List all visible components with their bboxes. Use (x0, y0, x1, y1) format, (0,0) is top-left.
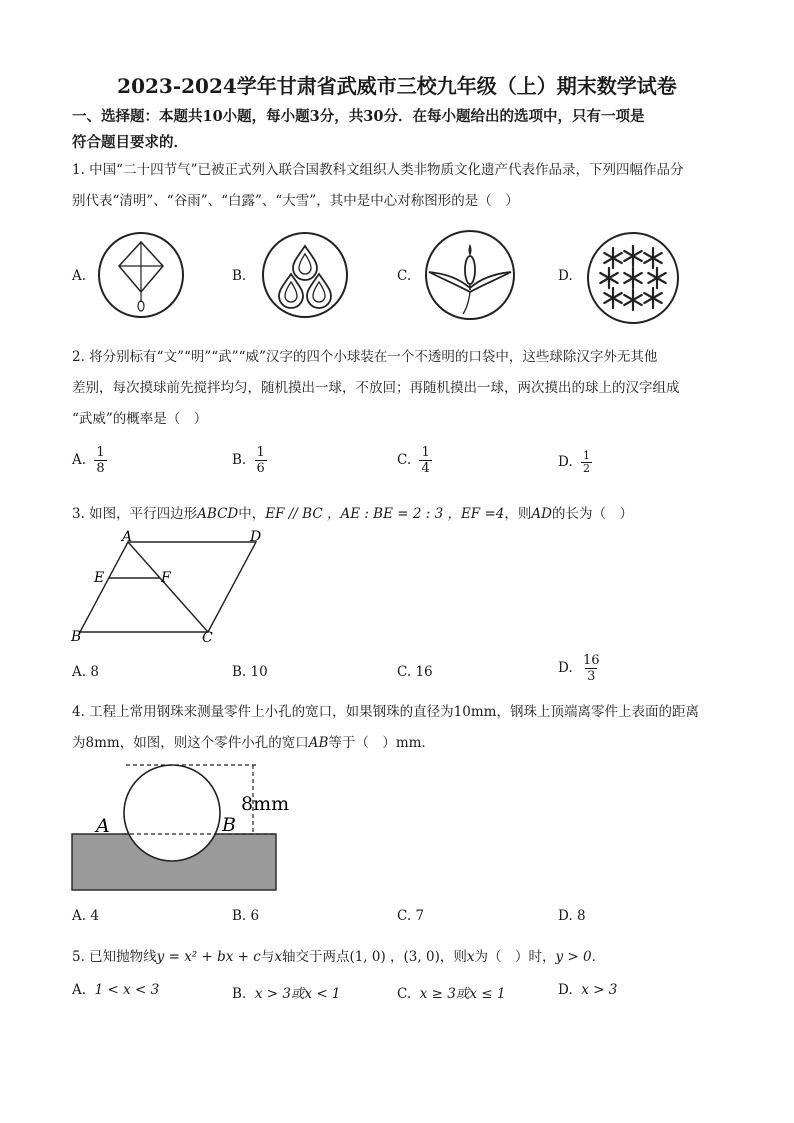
option-label: A. (72, 908, 87, 924)
q2-line3: “武威”的概率是（ ） (72, 411, 208, 427)
label-a: A (96, 815, 110, 837)
fraction-numerator: 1 (582, 449, 590, 462)
option-label: A. (72, 664, 87, 680)
option-value: 10 (250, 664, 268, 680)
q5-mid3: ，则 (439, 949, 467, 965)
q3-option-c (397, 664, 433, 680)
q3-option-b (232, 664, 268, 680)
label-e: E (94, 570, 105, 586)
q2-option-d (558, 450, 592, 475)
option-value: x > 3 (581, 982, 618, 998)
option-value: 1 < x < 3 (94, 982, 160, 998)
q4-line2-prefix: 为8mm，如图，则这个零件小孔的宽口 (72, 735, 309, 751)
option-label: C. (397, 986, 412, 1002)
fraction-denominator: 2 (582, 462, 590, 475)
snowflake-emblem-icon (585, 230, 681, 326)
label-8mm: 8mm (241, 793, 290, 815)
q5-stem (72, 945, 605, 965)
option-value: x ≥ 3或x ≤ 1 (419, 986, 506, 1002)
label-d: D (250, 529, 262, 545)
q1-option-c-label: C. (397, 268, 412, 284)
q4-option-c (397, 908, 424, 924)
fraction-numerator: 1 (421, 445, 430, 460)
q2-option-c-label: C. (397, 452, 412, 468)
q3-parallelogram-figure (66, 528, 276, 646)
raindrops-emblem-icon (260, 230, 350, 320)
q3-prefix: 3. 如图，平行四边形 (72, 506, 198, 522)
fraction-denominator: 8 (96, 461, 105, 476)
q3-abcd: ABCD (197, 506, 239, 522)
q3-stem (72, 502, 633, 522)
q2-line2: 差别，每次摸球前先搅拌均匀，随机摸出一球，不放回；再随机摸出一球，两次摸出的球上的汉字组成 (72, 380, 680, 396)
option-label: C. (397, 664, 412, 680)
option-label: B. (232, 664, 247, 680)
option-value: 16 (415, 664, 433, 680)
q1-option-a-label: A. (72, 268, 87, 284)
q4-option-d (558, 908, 586, 924)
q2-option-d-label: D. (558, 454, 573, 470)
fraction-denominator: 3 (587, 669, 596, 684)
q2-option-d-fraction (581, 450, 592, 475)
label-c: C (202, 630, 213, 646)
q2-option-a-label: A. (72, 452, 87, 468)
dew-leaf-emblem-icon (423, 228, 517, 322)
fraction-denominator: 4 (421, 461, 430, 476)
fraction-numerator: 1 (256, 445, 265, 460)
option-value: 4 (90, 908, 99, 924)
q2-option-a-fraction (94, 445, 106, 476)
option-value: 6 (250, 908, 260, 924)
q4-line2 (72, 731, 435, 751)
option-value: x > 3或x < 1 (254, 986, 341, 1002)
q4-ab: AB (308, 735, 329, 751)
q1-option-b-label: B. (232, 268, 247, 284)
q4-option-a (72, 908, 99, 924)
q2-option-a (72, 445, 107, 476)
label-f: F (161, 570, 171, 586)
fraction-numerator: 1 (96, 445, 105, 460)
q2-option-b (232, 445, 267, 476)
q3-ad: AD (531, 506, 552, 522)
label-a: A (122, 529, 133, 545)
q2-option-b-fraction (255, 445, 267, 476)
q1-line1: 1. 中国“二十四节气”已被正式列入联合国教科文组织人类非物质文化遗产代表作品录，下列四幅作品分 (72, 162, 684, 178)
q3-tail2: 的长为（ ） (551, 506, 633, 522)
option-label: B. (232, 908, 247, 924)
q2-line1: 2. 将分别标有“文”“明”“武”“威”汉字的四个小球装在一个不透明的口袋中，这些球除汉字外无其他 (72, 349, 658, 365)
q5-end: ． (591, 949, 606, 965)
kite-emblem-icon (96, 230, 186, 320)
option-value: 8 (90, 664, 99, 680)
q5-mid1: 与 (260, 949, 275, 965)
q5-option-a (72, 982, 159, 998)
q5-option-b (232, 982, 341, 1002)
option-label: C. (397, 908, 412, 924)
section-header-line1: 一、选择题：本题共10小题，每小题3分，共30分．在每小题给出的选项中，只有一项是 (72, 108, 645, 125)
q5-option-d (558, 982, 617, 998)
q5-mid2: 轴交于两点 (281, 949, 350, 965)
q2-option-c (397, 445, 432, 476)
label-b: B (71, 629, 82, 645)
q1-line2: 别代表“清明”、“谷雨”、“白露”、“大雪”，其中是中心对称图形的是（ ） (72, 193, 519, 209)
q4-line1: 4. 工程上常用钢珠来测量零件上小孔的宽口，如果钢珠的直径为10mm，钢珠上顶端离零件上表面的距离 (72, 704, 699, 720)
q5-option-c (397, 982, 505, 1002)
q3-option-d-fraction (581, 653, 602, 684)
q2-option-c-fraction (419, 445, 431, 476)
q4-line2-suffix: 等于（ ）mm． (328, 735, 435, 751)
q5-prefix: 5. 已知抛物线 (72, 949, 157, 965)
section-header-line2: 符合题目要求的． (72, 134, 188, 151)
q5-points: (1, 0) ，(3, 0) (349, 949, 440, 965)
q1-option-d-label: D. (558, 268, 573, 284)
option-label: D. (558, 982, 573, 998)
q5-condition: y > 0 (555, 949, 592, 965)
exam-title: 2023-2024学年甘肃省武威市三校九年级（上）期末数学试卷 (117, 74, 677, 98)
q2-option-b-label: B. (232, 452, 247, 468)
fraction-denominator: 6 (256, 461, 265, 476)
q4-option-b (232, 908, 259, 924)
q3-option-d (558, 653, 601, 684)
q3-option-a (72, 664, 99, 680)
q3-tail1: ，则 (504, 506, 532, 522)
fraction-numerator: 16 (582, 653, 600, 668)
label-b: B (222, 814, 236, 836)
option-label: D. (558, 660, 573, 676)
option-value: 7 (415, 908, 425, 924)
q5-mid4: 为（ ）时， (474, 949, 556, 965)
q5-xvar-1: x (274, 949, 282, 965)
option-label: D. (558, 908, 573, 924)
q5-xvar-2: x (466, 949, 475, 965)
q3-mid: 中， (238, 506, 266, 522)
option-label: B. (232, 986, 247, 1002)
option-label: A. (72, 982, 87, 998)
q3-condition: EF // BC ，AE : BE = 2 : 3 ，EF =4 (265, 506, 505, 522)
option-value: 8 (576, 908, 586, 924)
q5-curve: y = x² + bx + c (156, 949, 261, 965)
q4-steel-ball-figure (66, 760, 306, 894)
